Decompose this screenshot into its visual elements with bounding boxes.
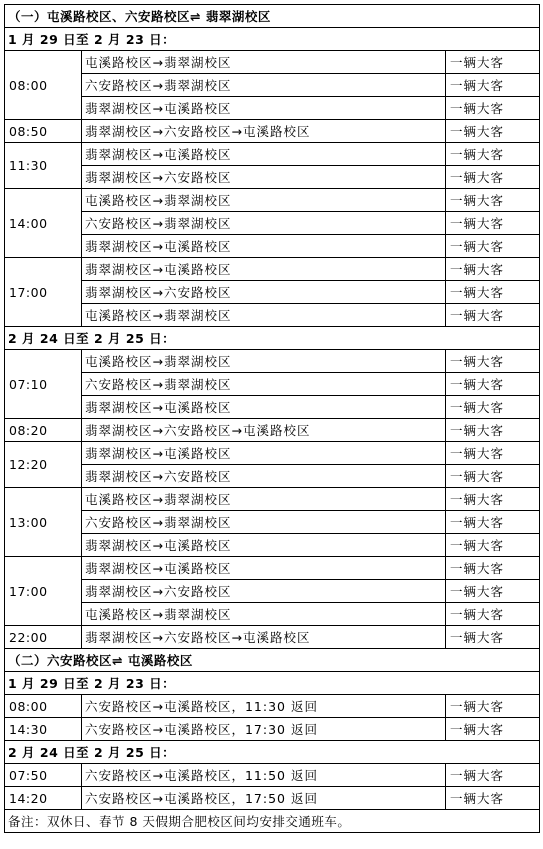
vehicle-cell: 一辆大客 bbox=[446, 419, 540, 442]
table-row bbox=[5, 97, 540, 120]
table-row bbox=[5, 764, 540, 787]
vehicle-cell: 一辆大客 bbox=[446, 350, 540, 373]
departure-time: 07:10 bbox=[5, 350, 82, 419]
departure-time: 08:20 bbox=[5, 419, 82, 442]
departure-time: 22:00 bbox=[5, 626, 82, 649]
table-row bbox=[5, 557, 540, 580]
table-row bbox=[5, 419, 540, 442]
route-cell: 屯溪路校区→翡翠湖校区 bbox=[82, 304, 446, 327]
vehicle-cell: 一辆大客 bbox=[446, 97, 540, 120]
section-title: （二）六安路校区⇌ 屯溪路校区 bbox=[5, 649, 540, 672]
vehicle-cell: 一辆大客 bbox=[446, 281, 540, 304]
period-label: 2 月 24 日至 2 月 25 日： bbox=[5, 327, 540, 350]
table-row bbox=[5, 465, 540, 488]
table-row bbox=[5, 695, 540, 718]
vehicle-cell: 一辆大客 bbox=[446, 580, 540, 603]
footnote: 备注：双休日、春节 8 天假期合肥校区间均安排交通班车。 bbox=[5, 810, 540, 833]
table-row bbox=[5, 373, 540, 396]
table-row bbox=[5, 120, 540, 143]
table-row bbox=[5, 787, 540, 810]
vehicle-cell: 一辆大客 bbox=[446, 212, 540, 235]
table-row bbox=[5, 626, 540, 649]
route-cell: 翡翠湖校区→屯溪路校区 bbox=[82, 143, 446, 166]
departure-time: 14:00 bbox=[5, 189, 82, 258]
route-cell: 六安路校区→翡翠湖校区 bbox=[82, 511, 446, 534]
table-row bbox=[5, 281, 540, 304]
route-cell: 六安路校区→翡翠湖校区 bbox=[82, 373, 446, 396]
table-row bbox=[5, 166, 540, 189]
departure-time: 17:00 bbox=[5, 557, 82, 626]
vehicle-cell: 一辆大客 bbox=[446, 51, 540, 74]
vehicle-cell: 一辆大客 bbox=[446, 465, 540, 488]
table-row bbox=[5, 442, 540, 465]
vehicle-cell: 一辆大客 bbox=[446, 396, 540, 419]
vehicle-cell: 一辆大客 bbox=[446, 718, 540, 741]
route-cell: 翡翠湖校区→六安路校区→屯溪路校区 bbox=[82, 626, 446, 649]
table-row bbox=[5, 143, 540, 166]
route-cell: 翡翠湖校区→六安路校区 bbox=[82, 166, 446, 189]
route-cell: 翡翠湖校区→屯溪路校区 bbox=[82, 442, 446, 465]
vehicle-cell: 一辆大客 bbox=[446, 626, 540, 649]
table-row bbox=[5, 603, 540, 626]
route-cell: 翡翠湖校区→六安路校区 bbox=[82, 465, 446, 488]
vehicle-cell: 一辆大客 bbox=[446, 787, 540, 810]
route-cell: 翡翠湖校区→屯溪路校区 bbox=[82, 235, 446, 258]
route-cell: 翡翠湖校区→六安路校区→屯溪路校区 bbox=[82, 120, 446, 143]
route-cell: 翡翠湖校区→屯溪路校区 bbox=[82, 97, 446, 120]
route-cell: 屯溪路校区→翡翠湖校区 bbox=[82, 603, 446, 626]
table-row bbox=[5, 350, 540, 373]
table-row bbox=[5, 258, 540, 281]
vehicle-cell: 一辆大客 bbox=[446, 258, 540, 281]
route-cell: 翡翠湖校区→屯溪路校区 bbox=[82, 396, 446, 419]
period-label: 1 月 29 日至 2 月 23 日： bbox=[5, 672, 540, 695]
table-row bbox=[5, 212, 540, 235]
route-cell: 六安路校区→翡翠湖校区 bbox=[82, 212, 446, 235]
route-cell: 翡翠湖校区→六安路校区 bbox=[82, 580, 446, 603]
departure-time: 08:00 bbox=[5, 695, 82, 718]
departure-time: 07:50 bbox=[5, 764, 82, 787]
vehicle-cell: 一辆大客 bbox=[446, 695, 540, 718]
departure-time: 14:20 bbox=[5, 787, 82, 810]
period-label: 1 月 29 日至 2 月 23 日： bbox=[5, 28, 540, 51]
route-cell: 六安路校区→翡翠湖校区 bbox=[82, 74, 446, 97]
vehicle-cell: 一辆大客 bbox=[446, 120, 540, 143]
route-cell: 六安路校区→屯溪路校区，11:30 返回 bbox=[82, 695, 446, 718]
route-cell: 翡翠湖校区→六安路校区 bbox=[82, 281, 446, 304]
period-label: 2 月 24 日至 2 月 25 日： bbox=[5, 741, 540, 764]
table-row bbox=[5, 51, 540, 74]
vehicle-cell: 一辆大客 bbox=[446, 511, 540, 534]
vehicle-cell: 一辆大客 bbox=[446, 74, 540, 97]
route-cell: 屯溪路校区→翡翠湖校区 bbox=[82, 189, 446, 212]
vehicle-cell: 一辆大客 bbox=[446, 166, 540, 189]
table-row bbox=[5, 235, 540, 258]
route-cell: 翡翠湖校区→屯溪路校区 bbox=[82, 258, 446, 281]
route-cell: 翡翠湖校区→屯溪路校区 bbox=[82, 557, 446, 580]
table-row bbox=[5, 534, 540, 557]
bus-schedule-table bbox=[4, 4, 540, 833]
vehicle-cell: 一辆大客 bbox=[446, 764, 540, 787]
schedule-body bbox=[5, 5, 540, 833]
route-cell: 六安路校区→屯溪路校区，17:50 返回 bbox=[82, 787, 446, 810]
departure-time: 08:00 bbox=[5, 51, 82, 120]
vehicle-cell: 一辆大客 bbox=[446, 373, 540, 396]
departure-time: 13:00 bbox=[5, 488, 82, 557]
vehicle-cell: 一辆大客 bbox=[446, 488, 540, 511]
vehicle-cell: 一辆大客 bbox=[446, 304, 540, 327]
departure-time: 17:00 bbox=[5, 258, 82, 327]
departure-time: 11:30 bbox=[5, 143, 82, 189]
table-row bbox=[5, 396, 540, 419]
route-cell: 六安路校区→屯溪路校区，17:30 返回 bbox=[82, 718, 446, 741]
vehicle-cell: 一辆大客 bbox=[446, 235, 540, 258]
table-row bbox=[5, 74, 540, 97]
route-cell: 屯溪路校区→翡翠湖校区 bbox=[82, 488, 446, 511]
departure-time: 08:50 bbox=[5, 120, 82, 143]
table-row bbox=[5, 718, 540, 741]
table-row bbox=[5, 580, 540, 603]
vehicle-cell: 一辆大客 bbox=[446, 557, 540, 580]
route-cell: 翡翠湖校区→六安路校区→屯溪路校区 bbox=[82, 419, 446, 442]
section-title: （一）屯溪路校区、六安路校区⇌ 翡翠湖校区 bbox=[5, 5, 540, 28]
departure-time: 14:30 bbox=[5, 718, 82, 741]
route-cell: 屯溪路校区→翡翠湖校区 bbox=[82, 350, 446, 373]
route-cell: 六安路校区→屯溪路校区，11:50 返回 bbox=[82, 764, 446, 787]
table-row bbox=[5, 189, 540, 212]
vehicle-cell: 一辆大客 bbox=[446, 189, 540, 212]
vehicle-cell: 一辆大客 bbox=[446, 442, 540, 465]
vehicle-cell: 一辆大客 bbox=[446, 534, 540, 557]
table-row bbox=[5, 488, 540, 511]
vehicle-cell: 一辆大客 bbox=[446, 603, 540, 626]
table-row bbox=[5, 511, 540, 534]
route-cell: 翡翠湖校区→屯溪路校区 bbox=[82, 534, 446, 557]
departure-time: 12:20 bbox=[5, 442, 82, 488]
route-cell: 屯溪路校区→翡翠湖校区 bbox=[82, 51, 446, 74]
vehicle-cell: 一辆大客 bbox=[446, 143, 540, 166]
bus-schedule-document bbox=[4, 4, 539, 833]
table-row bbox=[5, 304, 540, 327]
